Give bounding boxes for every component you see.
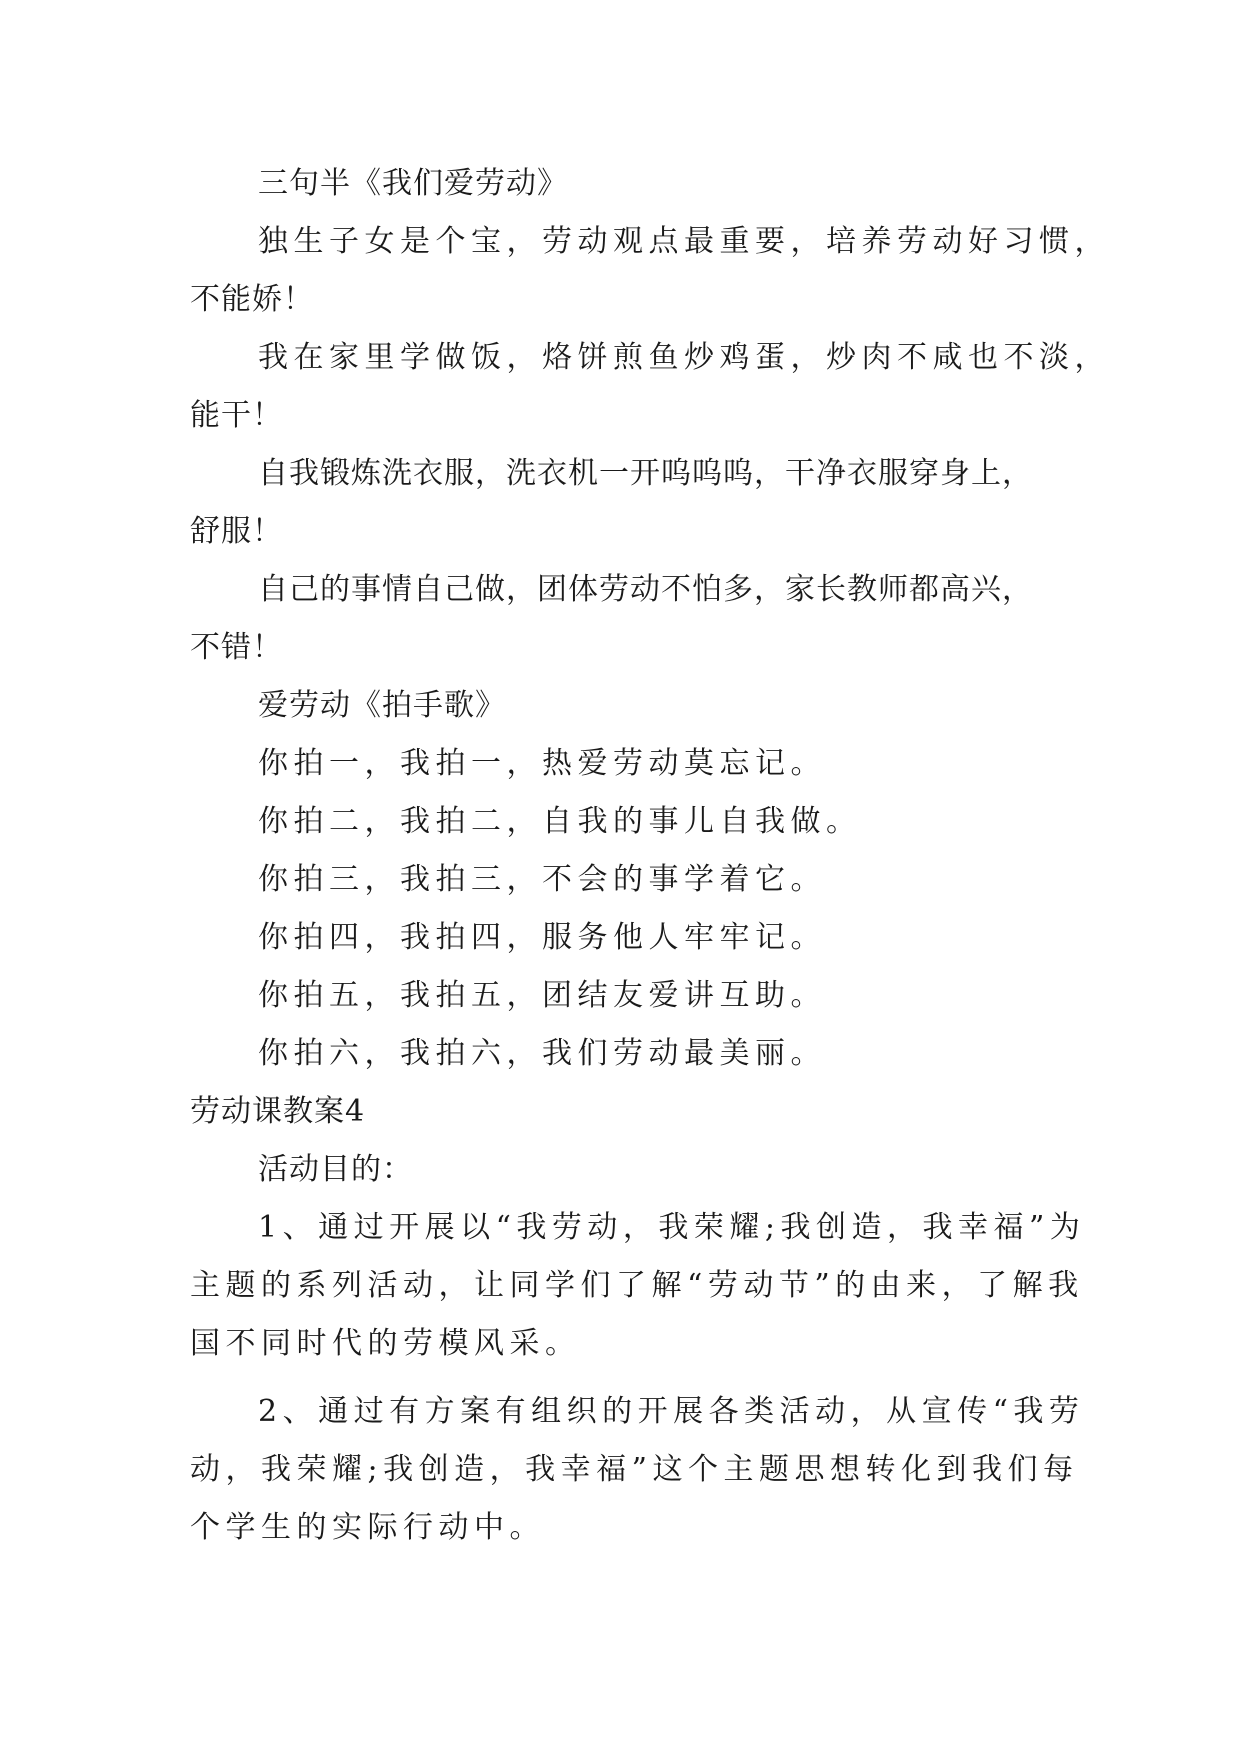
song-line: 你拍六，我拍六，我们劳动最美丽。 xyxy=(258,1036,826,1071)
paragraph-line: 自我锻炼洗衣服，洗衣机一开呜呜呜，干净衣服穿身上， xyxy=(258,456,1033,491)
poem-title-sanjuban: 三句半《我们爱劳动》 xyxy=(258,166,568,201)
song-line: 你拍四，我拍四，服务他人牢牢记。 xyxy=(258,920,826,955)
song-line: 你拍一，我拍一，热爱劳动莫忘记。 xyxy=(258,746,826,781)
song-line: 你拍五，我拍五，团结友爱讲互助。 xyxy=(258,978,826,1013)
paragraph-line: 自己的事情自己做，团体劳动不怕多，家长教师都高兴， xyxy=(258,572,1033,607)
subheading-activity-goal: 活动目的： xyxy=(258,1152,413,1187)
song-line: 你拍二，我拍二，自我的事儿自我做。 xyxy=(258,804,862,839)
paragraph-line: 个学生的实际行动中。 xyxy=(190,1510,545,1545)
paragraph-line: 1、通过开展以“我劳动，我荣耀;我创造，我幸福”为 xyxy=(258,1210,1086,1245)
paragraph-line: 不能娇！ xyxy=(190,282,314,317)
paragraph-line: 动，我荣耀;我创造，我幸福”这个主题思想转化到我们每 xyxy=(190,1452,1079,1487)
paragraph-line: 能干！ xyxy=(190,398,283,433)
section-heading: 劳动课教案4 xyxy=(190,1094,366,1129)
song-title-paishouge: 爱劳动《拍手歌》 xyxy=(258,688,506,723)
paragraph-line: 独生子女是个宝，劳动观点最重要，培养劳动好习惯， xyxy=(258,224,1110,259)
paragraph-line: 国不同时代的劳模风采。 xyxy=(190,1326,581,1361)
paragraph-line: 2、通过有方案有组织的开展各类活动，从宣传“我劳 xyxy=(258,1394,1085,1429)
paragraph-line: 不错！ xyxy=(190,630,283,665)
paragraph-line: 舒服！ xyxy=(190,514,283,549)
song-line: 你拍三，我拍三，不会的事学着它。 xyxy=(258,862,826,897)
paragraph-line: 我在家里学做饭，烙饼煎鱼炒鸡蛋，炒肉不咸也不淡， xyxy=(258,340,1110,375)
paragraph-line: 主题的系列活动，让同学们了解“劳动节”的由来，了解我 xyxy=(190,1268,1084,1303)
